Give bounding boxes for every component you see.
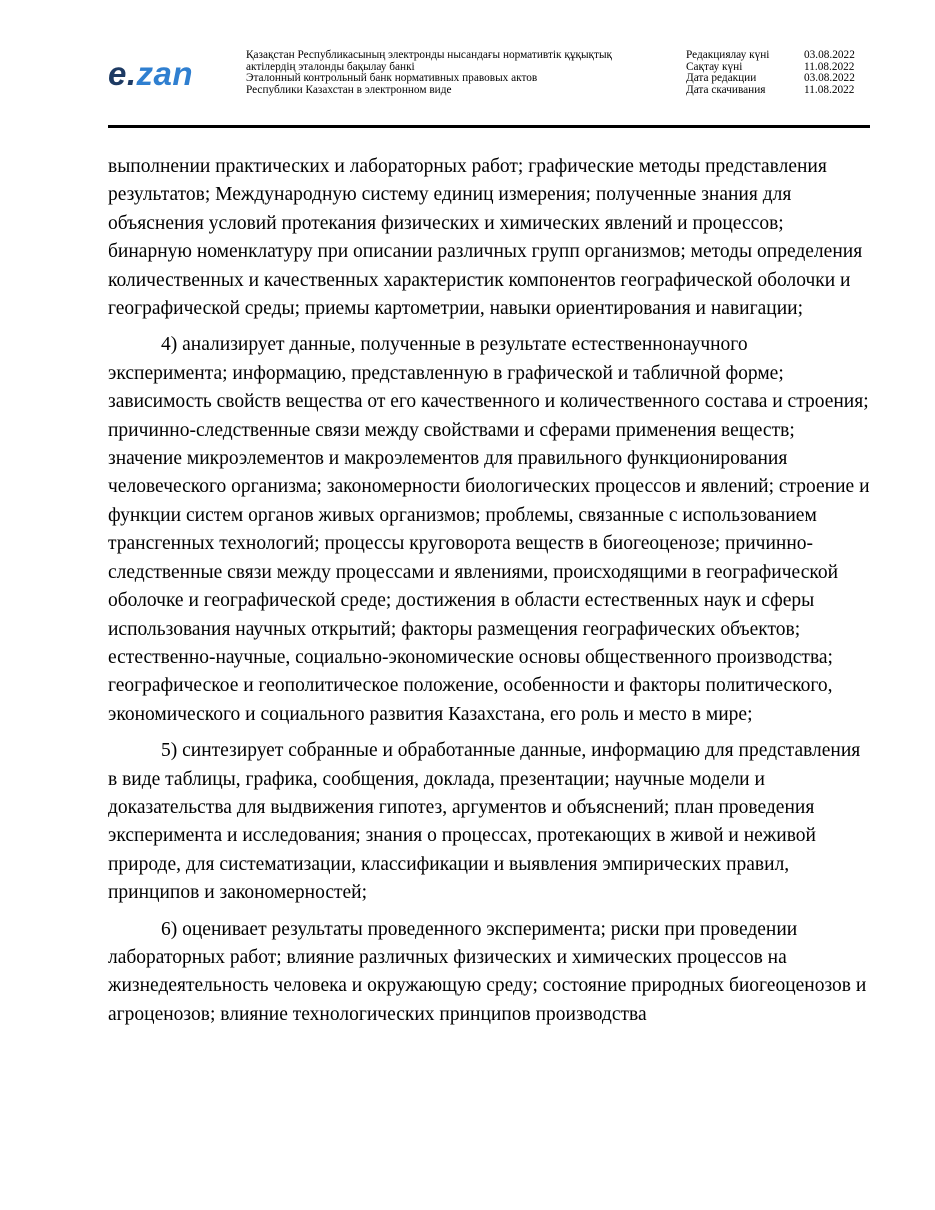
logo-dot: . — [126, 55, 137, 92]
header-description-line: Қазақстан Республикасының электронды нысандағы нормативтік құқықтық — [246, 49, 613, 61]
date-label: Редакциялау күні — [686, 49, 770, 61]
header-description-line: актілердің эталонды бақылау банкі — [246, 60, 415, 73]
paragraph-continuation: выполнении практических и лабораторных работ; графические методы представления результатов; Международную систему единиц измерения; полученные знания для объяснения условий протекания физических и химических явлений и процессов; бинарную номенклатуру при описании различных групп организмов; методы определения количественных и качественных характеристик компонентов географической оболочки и географической среды; приемы картометрии, навыки ориентирования и навигации; — [108, 156, 863, 320]
paragraph-item-6: 6) оценивает результаты проведенного эксперимента; риски при проведении лабораторных работ; влияние различных физических и химических процессов на жизнедеятельность человека и окружающую среду; состояние природных биогеоценозов и агроценозов; влияние технологических принципов производства — [108, 918, 867, 1025]
date-value: 03.08.2022 — [804, 49, 855, 61]
header-dates — [686, 50, 866, 96]
date-label: Дата скачивания — [686, 83, 766, 96]
header-description — [246, 50, 676, 96]
ezan-logo[interactable] — [108, 56, 193, 92]
date-value: 11.08.2022 — [804, 60, 855, 73]
header-divider — [108, 125, 870, 128]
date-row-edit-date-kz — [686, 50, 866, 62]
header-description-line: Эталонный контрольный банк нормативных правовых актов — [246, 72, 538, 85]
date-row-download-date-ru — [686, 85, 866, 97]
document-header — [108, 44, 870, 128]
date-value: 03.08.2022 — [804, 72, 855, 85]
date-label: Дата редакции — [686, 72, 757, 85]
logo-part-zan: zan — [136, 55, 194, 92]
date-value: 11.08.2022 — [804, 83, 855, 96]
header-description-line: Республики Казахстан в электронном виде — [246, 83, 452, 96]
document-body — [108, 153, 870, 1037]
logo-part-e: e — [108, 55, 127, 92]
paragraph-item-5: 5) синтезирует собранные и обработанные данные, информацию для представления в виде таблицы, графика, сообщения, доклада, презентации; научные модели и доказательства для выдвижения гипотез, аргументов и объяснений; план проведения эксперимента и исследования; знания о процессах, протекающих в живой и неживой природе, для систематизации, классификации и выявления эмпирических правил, принципов и закономерностей; — [108, 740, 861, 904]
paragraph-item-4: 4) анализирует данные, полученные в результате естественнонаучного эксперимента; информацию, представленную в графической и табличной форме; зависимость свойств вещества от его качественного и количественного состава и строения; причинно-следственные связи между свойствами и сферами применения веществ; значение микроэлементов и макроэлементов для правильного функционирования человеческого организма; закономерности биологических процессов и явлений; строение и функции систем органов живых организмов; проблемы, связанные с использованием трансгенных технологий; процессы круговорота веществ в биогеоценозе; причинно-следственные связи между процессами и явлениями, происходящими в географической оболочке и географической среде; достижения в области естественных наук и сферы использования научных открытий; факторы размещения географических объектов; естественно-научные, социально-экономические основы общественного производства; географическое и геополитическое положение, особенности и факторы политического, экономического и социального развития Казахстана, его роль и место в мире; — [108, 334, 870, 725]
date-label: Сақтау күні — [686, 60, 743, 73]
